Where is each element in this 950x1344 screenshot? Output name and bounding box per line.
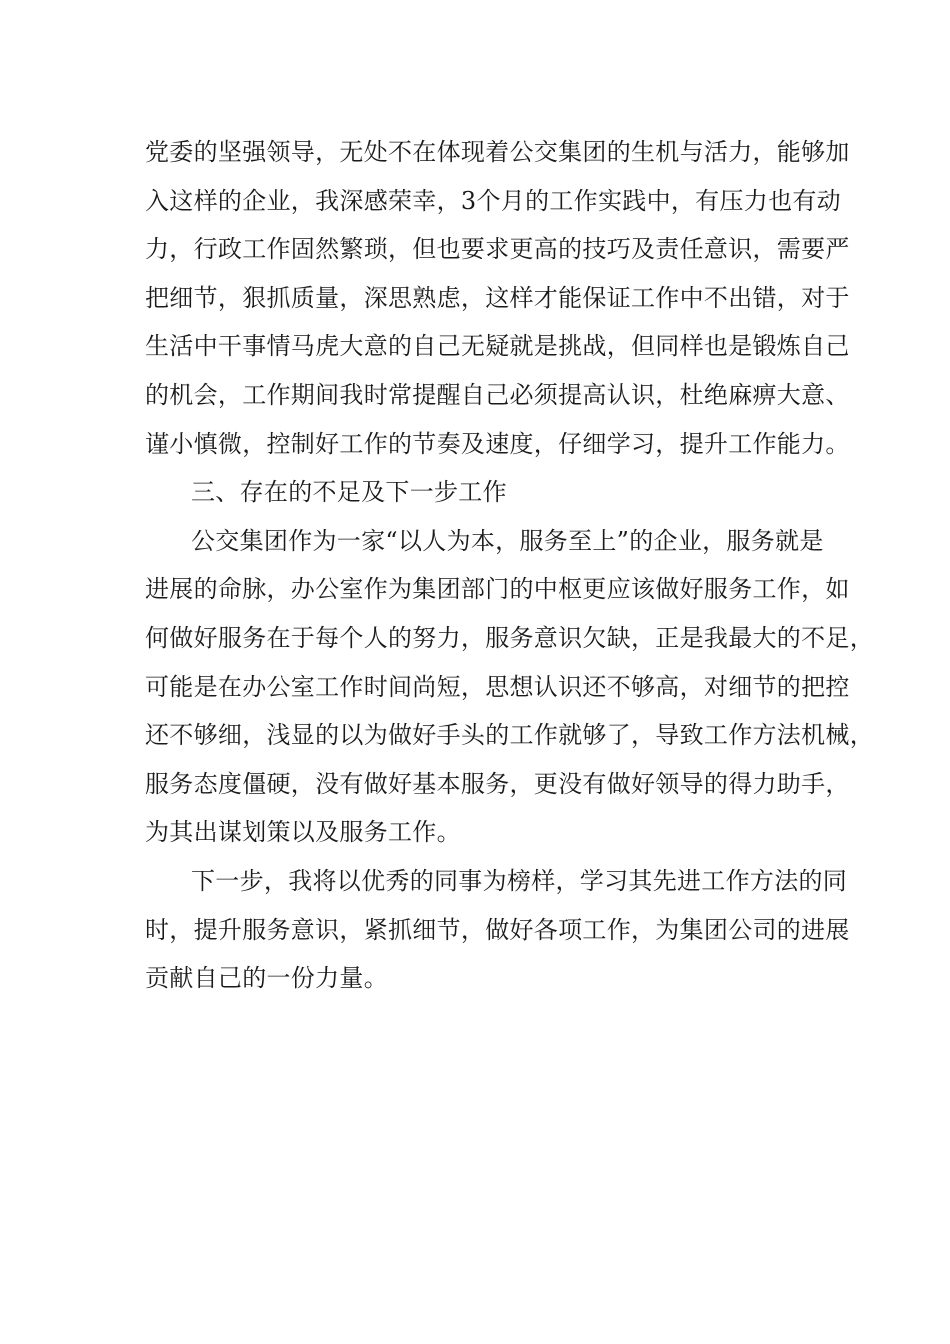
paragraph-line: 入这样的企业，我深感荣幸，3个月的工作实践中，有压力也有动 <box>145 186 841 215</box>
paragraph-line: 何做好服务在于每个人的努力，服务意识欠缺，正是我最大的不足， <box>145 623 874 652</box>
paragraph-line: 的机会，工作期间我时常提醒自己必须提高认识，杜绝麻痹大意、 <box>145 380 850 409</box>
paragraph-line: 还不够细，浅显的以为做好手头的工作就够了，导致工作方法机械， <box>145 721 874 750</box>
document-body <box>145 128 874 1003</box>
paragraph-line: 力，行政工作固然繁琐，但也要求更高的技巧及责任意识，需要严 <box>145 235 850 264</box>
paragraph-line: 公交集团作为一家“以人为本，服务至上”的企业，服务就是 <box>191 526 824 555</box>
paragraph-line: 下一步，我将以优秀的同事为榜样，学习其先进工作方法的同 <box>191 866 848 895</box>
paragraph-line: 服务态度僵硬，没有做好基本服务，更没有做好领导的得力助手， <box>145 769 850 798</box>
paragraph-line: 贡献自己的一份力量。 <box>145 964 388 993</box>
paragraph-line: 时，提升服务意识，紧抓细节，做好各项工作，为集团公司的进展 <box>145 915 850 944</box>
paragraph-line: 谨小慎微，控制好工作的节奏及速度，仔细学习，提升工作能力。 <box>145 429 850 458</box>
paragraph-line: 党委的坚强领导，无处不在体现着公交集团的生机与活力，能够加 <box>145 138 850 166</box>
paragraph-line: 为其出谋划策以及服务工作。 <box>145 818 461 847</box>
section-heading: 三、存在的不足及下一步工作 <box>191 478 507 507</box>
paragraph-line: 进展的命脉，办公室作为集团部门的中枢更应该做好服务工作，如 <box>145 575 850 604</box>
paragraph-line: 把细节，狠抓质量，深思熟虑，这样才能保证工作中不出错，对于 <box>145 283 850 312</box>
paragraph-line: 生活中干事情马虎大意的自己无疑就是挑战，但同样也是锻炼自己 <box>145 332 850 361</box>
paragraph-line: 可能是在办公室工作时间尚短，思想认识还不够高，对细节的把控 <box>145 672 850 701</box>
